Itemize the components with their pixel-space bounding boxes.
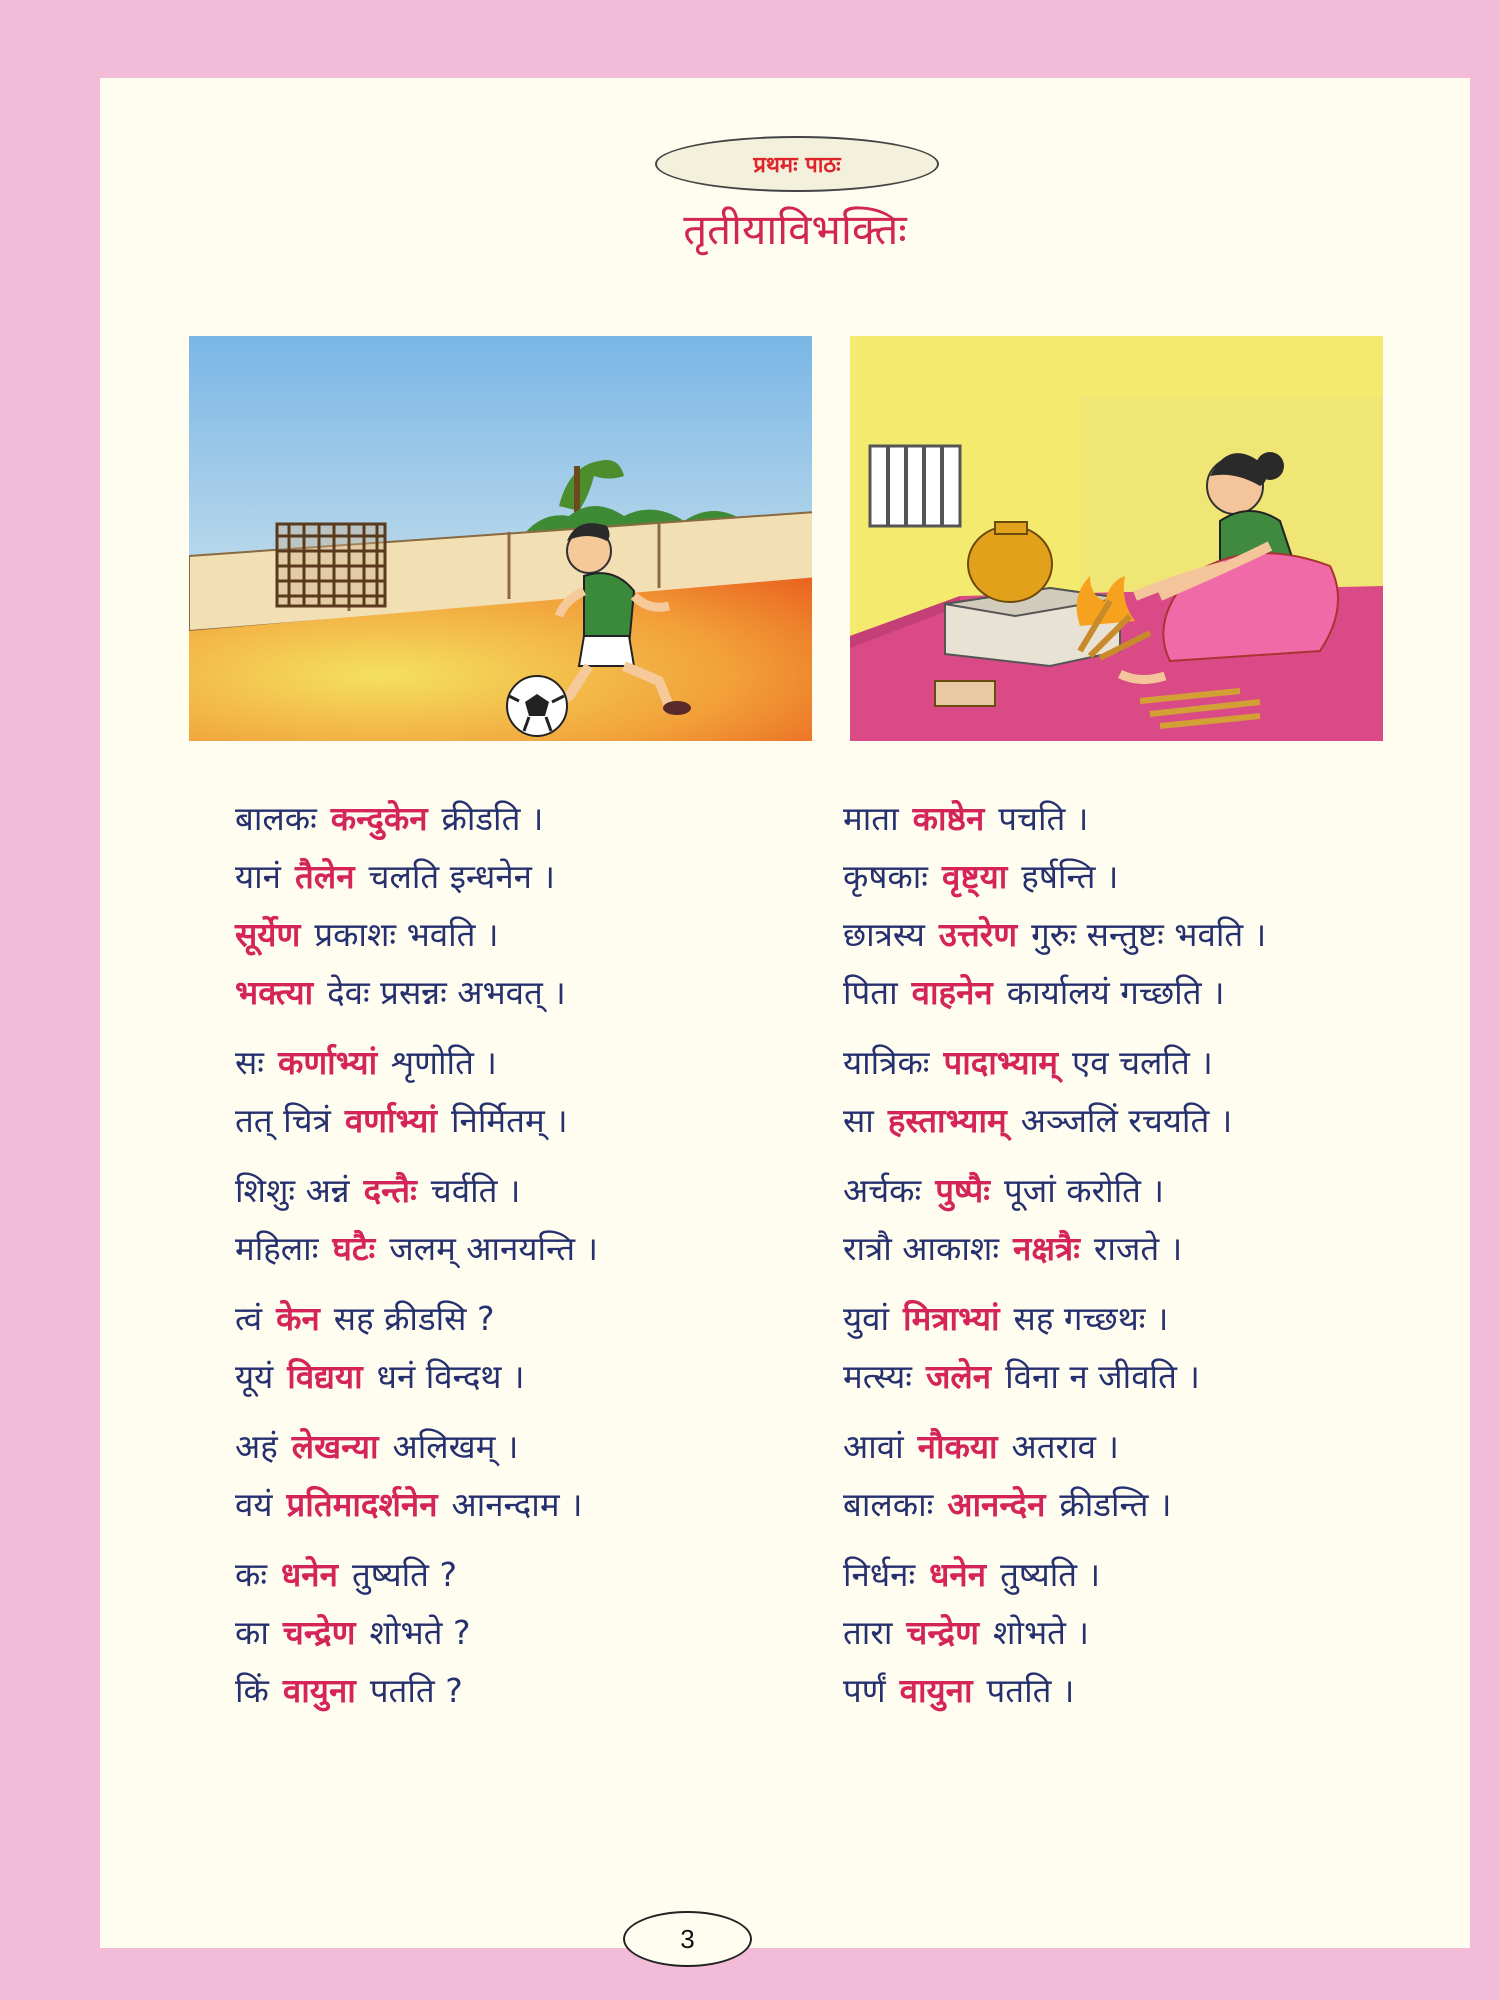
sentence-tail: पचति ।: [998, 799, 1089, 838]
instrumental-word: वृष्ट्या: [941, 857, 1008, 896]
mother-cooking-image: [850, 336, 1383, 741]
instrumental-word: जलेन: [925, 1357, 992, 1396]
sentence-tail: शृणोति ।: [391, 1043, 497, 1082]
sentence-lead: आवां: [843, 1427, 904, 1466]
instrumental-word: हस्ताभ्याम्: [887, 1101, 1007, 1140]
sentence-lead: किं: [235, 1671, 269, 1710]
instrumental-word: मित्राभ्यां: [903, 1299, 1000, 1338]
sentence-line: [235, 1290, 855, 1348]
sentence-lead: का: [235, 1613, 269, 1652]
sentence-line: [235, 1476, 855, 1534]
sentence-tail: क्रीडति ।: [441, 799, 544, 838]
sentence-tail: तुष्यति ?: [351, 1555, 457, 1594]
sentence-lead: रात्रौ आकाशः: [843, 1229, 1000, 1268]
sentence-lead: पर्णं: [843, 1671, 886, 1710]
sentence-tail: विना न जीवति ।: [1005, 1357, 1200, 1396]
lesson-title: तृतीयाविभक्तिः: [683, 205, 907, 254]
instrumental-word: घटैः: [332, 1229, 376, 1268]
sentence-tail: धनं विन्दथ ।: [376, 1357, 525, 1396]
sentence-tail: अञ्जलिं रचयति ।: [1020, 1101, 1233, 1140]
sentence-line: [235, 1034, 855, 1092]
instrumental-word: उत्तरेण: [938, 915, 1018, 954]
instrumental-word: कर्णाभ्यां: [277, 1043, 378, 1082]
sentence-tail: राजते ।: [1093, 1229, 1183, 1268]
sentence-line: [843, 964, 1500, 1022]
instrumental-word: वायुना: [282, 1671, 356, 1710]
sentence-tail: चर्वति ।: [430, 1171, 521, 1210]
sentence-line: [843, 848, 1500, 906]
sentence-lead: सा: [843, 1101, 874, 1140]
boy-playing-football-image: [189, 336, 812, 741]
sentence-line: [843, 1546, 1500, 1604]
sentence-lead: मत्स्यः: [843, 1357, 912, 1396]
sentence-line: [843, 1476, 1500, 1534]
sentence-lead: यात्रिकः: [843, 1043, 930, 1082]
sentence-line: [235, 1546, 855, 1604]
sentence-line: [843, 1418, 1500, 1476]
sentence-line: [235, 1092, 855, 1150]
sentence-line: [843, 1348, 1500, 1406]
sentence-tail: पतति ?: [369, 1671, 463, 1710]
sentence-line: [235, 964, 855, 1022]
sentence-line: [235, 1662, 855, 1720]
sentence-lead: अर्चकः: [843, 1171, 922, 1210]
sentence-line: [843, 1290, 1500, 1348]
instrumental-word: दन्तैः: [363, 1171, 417, 1210]
instrumental-word: लेखन्या: [291, 1427, 379, 1466]
sentence-lead: वयं: [235, 1485, 273, 1524]
sentence-lead: शिशुः अन्नं: [235, 1171, 350, 1210]
sentence-line: [843, 1034, 1500, 1092]
instrumental-word: नौकया: [917, 1427, 998, 1466]
sentence-line: [843, 1604, 1500, 1662]
sentence-tail: देवः प्रसन्नः अभवत् ।: [327, 973, 566, 1012]
sentence-lead: पिता: [843, 973, 898, 1012]
sentence-lead: माता: [843, 799, 899, 838]
sentence-lead: सः: [235, 1043, 264, 1082]
instrumental-word: तैलेन: [295, 857, 355, 896]
sentence-tail: गुरुः सन्तुष्टः भवति ।: [1031, 915, 1267, 954]
instrumental-word: कन्दुकेन: [330, 799, 428, 838]
instrumental-word: वर्णाभ्यां: [344, 1101, 437, 1140]
sentence-lead: निर्धनः: [843, 1555, 916, 1594]
left-sentence-column: [235, 790, 855, 1720]
sentence-tail: हर्षन्ति ।: [1021, 857, 1119, 896]
sentence-line: [843, 1662, 1500, 1720]
sentence-tail: चलति इन्धनेन ।: [368, 857, 555, 896]
instrumental-word: चन्द्रेण: [282, 1613, 356, 1652]
sentence-line: [235, 1418, 855, 1476]
sentence-lead: यूयं: [235, 1357, 274, 1396]
sentence-tail: पूजां करोति ।: [1003, 1171, 1164, 1210]
sentence-tail: निर्मितम् ।: [451, 1101, 568, 1140]
instrumental-word: विद्यया: [287, 1357, 363, 1396]
instrumental-word: वायुना: [899, 1671, 973, 1710]
instrumental-word: प्रतिमादर्शनेन: [286, 1485, 438, 1524]
instrumental-word: चन्द्रेण: [906, 1613, 979, 1652]
sentence-tail: अलिखम् ।: [392, 1427, 519, 1466]
instrumental-word: केन: [276, 1299, 320, 1338]
page-sheet: [100, 78, 1470, 1948]
sentence-line: [235, 1220, 855, 1278]
sentence-tail: तुष्यति ।: [1000, 1555, 1101, 1594]
sentence-lead: कः: [235, 1555, 268, 1594]
sentence-lead: तत् चित्रं: [235, 1101, 331, 1140]
sentence-tail: सह गच्छथः ।: [1013, 1299, 1169, 1338]
sentence-tail: शोभते ।: [992, 1613, 1089, 1652]
sentence-line: [843, 1162, 1500, 1220]
instrumental-word: काष्ठेन: [912, 799, 985, 838]
sentence-lead: कृषकाः: [843, 857, 928, 896]
instrumental-word: आनन्देन: [947, 1485, 1046, 1524]
instrumental-word: वाहनेन: [911, 973, 993, 1012]
sentence-lead: यानं: [235, 857, 282, 896]
sentence-tail: कार्यालयं गच्छति ।: [1006, 973, 1225, 1012]
page-number: [623, 1911, 752, 1967]
sentence-tail: सह क्रीडसि ?: [333, 1299, 495, 1338]
sentence-tail: एव चलति ।: [1071, 1043, 1213, 1082]
lesson-number-badge: [655, 136, 939, 192]
instrumental-word: पादाभ्याम्: [943, 1043, 1058, 1082]
sentence-lead: छात्रस्य: [843, 915, 925, 954]
sentence-tail: आनन्दाम ।: [451, 1485, 583, 1524]
instrumental-word: भक्त्या: [235, 973, 314, 1012]
sentence-line: [235, 1604, 855, 1662]
page-number-label: 3: [680, 1923, 695, 1954]
sentence-line: [235, 848, 855, 906]
instrumental-word: धनेन: [929, 1555, 987, 1594]
sentence-line: [843, 790, 1500, 848]
sentence-line: [843, 906, 1500, 964]
sentence-lead: तारा: [843, 1613, 893, 1652]
football-illustration: [189, 336, 812, 741]
lesson-number-label: प्रथमः पाठः: [753, 153, 841, 178]
cooking-illustration: [850, 336, 1383, 741]
instrumental-word: सूर्येण: [235, 915, 301, 954]
instrumental-word: पुष्पैः: [935, 1171, 990, 1210]
sentence-line: [843, 1092, 1500, 1150]
sentence-tail: जलम् आनयन्ति ।: [389, 1229, 599, 1268]
sentence-line: [235, 790, 855, 848]
sentence-line: [235, 906, 855, 964]
sentence-lead: बालकः: [235, 799, 317, 838]
right-sentence-column: [843, 790, 1500, 1720]
sentence-lead: बालकाः: [843, 1485, 934, 1524]
sentence-tail: अतराव ।: [1011, 1427, 1119, 1466]
sentence-lead: अहं: [235, 1427, 278, 1466]
sentence-line: [235, 1162, 855, 1220]
instrumental-word: धनेन: [281, 1555, 338, 1594]
instrumental-word: नक्षत्रैः: [1013, 1229, 1080, 1268]
sentence-tail: प्रकाशः भवति ।: [314, 915, 499, 954]
sentence-tail: शोभते ?: [369, 1613, 471, 1652]
sentence-tail: पतति ।: [986, 1671, 1075, 1710]
sentence-lead: त्वं: [235, 1299, 263, 1338]
sentence-line: [843, 1220, 1500, 1278]
sentence-lead: युवां: [843, 1299, 890, 1338]
sentence-tail: क्रीडन्ति ।: [1059, 1485, 1172, 1524]
sentence-lead: महिलाः: [235, 1229, 319, 1268]
sentence-line: [235, 1348, 855, 1406]
